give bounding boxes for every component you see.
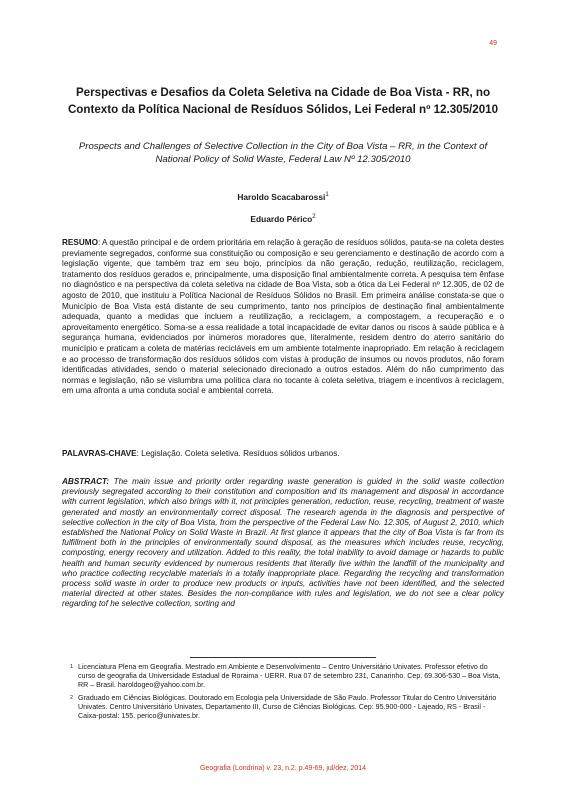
author-2-name: Eduardo Périco — [250, 214, 313, 224]
author-1-name: Haroldo Scacabarossi — [237, 192, 326, 202]
author-1-mark: 1 — [325, 192, 329, 199]
footnote-1 — [70, 663, 504, 690]
abstract-paragraph — [62, 477, 504, 610]
resumo-label: RESUMO — [62, 238, 98, 247]
article-subtitle: Prospects and Challenges of Selective Collection in the City of Boa Vista – RR, in the Context of National Policy of Solid Waste, Federal Law Nº 12.305/2010 — [78, 141, 488, 165]
keywords-paragraph — [62, 449, 504, 460]
author-2-mark: 2 — [312, 214, 316, 221]
abstract-text: The main issue and priority order regarding waste generation is guided in the solid waste collection previously segregated according to their constitution and composition and its management and disposal in accordance with current legislation, which also brings with it, not principles generation, reduction, reuse, recycling, treatment of waste generated and mostly an environmentally correct disposal. The research agenda in the diagnosis and perspective of selective collection in the city of Boa Vista, from the perspective of the Federal Law No. 12.305, of August 2, 2010, which established the National Policy on Solid Waste in Brazil. At first glance it appears that the city of Boa Vista is far from its fulfillment both in the principles of environmentally sound disposal, as the measures which includes reuse, recycling, composting, energy recovery and utilization. Added to this reality, the total inability to avoid damage or hazards to public health and human security evidenced by numerous residents that literally live within the landfill of the municipality and who practice collecting recyclable materials in a totally inappropriate place. Regarding the recycling and transformation process solid waste in order to produce new products or inputs, activities have not been identified, and the selected material directed at other states. Besides the non-compliance with rules and legislation, we do not see a clear policy regarding tof he selective collection, sorting and — [62, 477, 504, 609]
footnote-divider — [190, 657, 376, 658]
author-2 — [0, 214, 566, 224]
footnote-2-text: Graduado em Ciências Biológicas. Doutorado em Ecologia pela Universidade de São Paulo. Professor Titular do Centro Universitário Univates. Centro Universitário Univates, Departamento III, Curso de Ciências Biológicas. Cep: 95.900-000 - Lajeado, RS - Brasil - Caixa-postal: 155. perico@univates.br. — [78, 694, 497, 720]
page-number: 49 — [489, 40, 497, 47]
keywords-label: PALAVRAS-CHAVE — [62, 449, 137, 458]
footnote-1-text: Licenciatura Plena em Geografia. Mestrado em Ambiente e Desenvolvimento – Centro Universitário Univates. Professor efetivo do curso de geografia da Universidade Estadual de Roraima - UERR. Rua 07 de setembro 231, Canarinho. Cep. 69.306-530 – Boa Vista, RR – Brasil. haroldogeo@yahoo.com.br. — [78, 663, 501, 689]
footnote-2 — [70, 694, 504, 721]
footnote-2-mark: 2 — [70, 695, 74, 701]
author-1 — [0, 192, 566, 202]
footnotes — [70, 663, 504, 725]
resumo-paragraph — [62, 238, 504, 397]
article-title: Perspectivas e Desafios da Coleta Seletiva na Cidade de Boa Vista - RR, no Contexto da Política Nacional de Resíduos Sólidos, Lei Federal nº 12.305/2010 — [67, 86, 499, 116]
resumo-text: : A questão principal e de ordem prioritária em relação à geração de resíduos sólidos, pauta-se na coleta destes previamente segregados, conforme sua constituição ou composição e seu gerenciamento e destinação de acordo com a legislação vigente, que também traz em seu bojo, princípios da não geração, redução, reutilização, reciclagem, tratamento dos resíduos gerados e, principalmente, uma disposição final ambientalmente correta. A pesquisa tem ênfase no diagnóstico e na perspectiva da coleta seletiva na cidade de Boa Vista, sob a ótica da Lei Federal nº 12.305, de 02 de agosto de 2010, que instituiu a Política Nacional de Resíduos Sólidos no Brasil. Em primeira análise constata-se que o Município de Boa Vista está distante de seu cumprimento, tanto nos princípios de destinação final ambientalmente adequada, quanto a medidas que incluem a reutilização, a reciclagem, a compostagem, a recuperação e o aproveitamento energético. Soma-se a essa realidade a total incapacidade de evitar danos ou riscos à saúde pública e à segurança humana, evidenciados por inúmeros moradores que, literalmente, residem dentro do aterro sanitário do município e praticam a coleta de matérias recicláveis em um ambiente totalmente inapropriado. Em relação à reciclagem e ao processo de transformação dos resíduos sólidos com vistas à produção de insumos ou novos produtos, não foram identificadas atividades, sendo o material selecionado direcionado a outros estados. Além do não cumprimento das normas e legislação, não se vislumbra uma política clara no tocante à coleta seletiva, triagem e incentivos à reciclagem, em uma afronta a uma conduta social e ambiental correta. — [62, 238, 504, 396]
journal-footer: Geografia (Londrina) v. 23, n.2. p.49-69, jul/dez, 2014 — [199, 765, 367, 772]
abstract-label: ABSTRACT: — [62, 477, 110, 486]
footnote-1-mark: 1 — [70, 664, 74, 670]
keywords-text: : Legislação. Coleta seletiva. Resíduos sólidos urbanos. — [136, 449, 340, 458]
